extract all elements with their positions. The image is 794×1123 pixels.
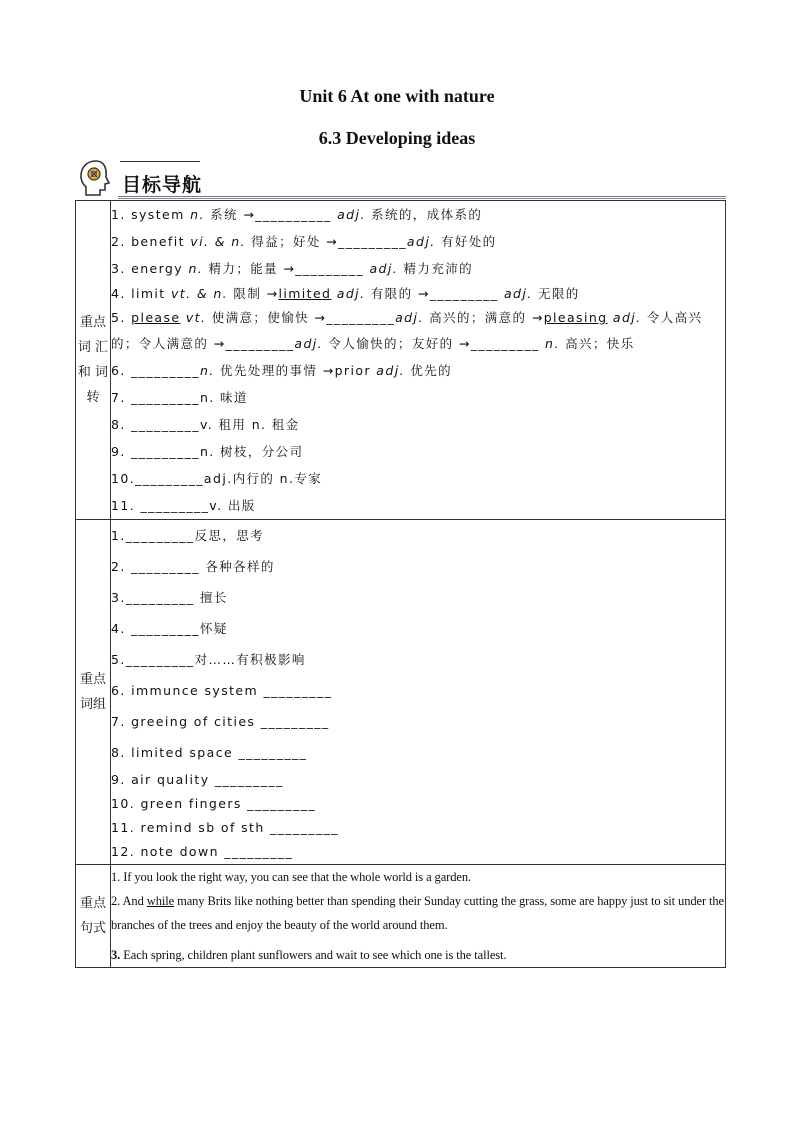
phrase-item: 11. remind sb of sth _________ [111,820,339,835]
vocab-item: 6. _________n. 优先处理的事情 →prior adj. 优先的 [111,363,453,378]
unit-title: Unit 6 At one with nature [299,86,495,106]
vocab-label-cell [76,201,111,520]
phrase-item: 7. greeing of cities _________ [111,714,330,729]
lesson-subtitle: 6.3 Developing ideas [318,128,476,148]
phrase-item: 5._________对……有积极影响 [111,652,306,667]
phrase-item: 8. limited space _________ [111,745,308,760]
vocab-content-cell [111,201,726,520]
head-gear-icon [78,158,114,198]
phrase-item: 1._________反思，思考 [111,528,265,543]
vocab-item: 4. limit vt. & n. 限制 →limited adj. 有限的 →_________ adj. 无限的 [111,286,580,301]
phrase-label-2: 词组 [79,697,106,712]
sentence-2: 2. And while many Brits like nothing better than spending their Sunday cutting the grass, some are happy just to sit under the branches of the trees and enjoy the beauty of the world around them. [111,894,725,932]
phrase-item: 12. note down _________ [111,844,294,859]
phrase-item: 2. _________ 各种各样的 [111,559,275,574]
sentence-1: 1. If you look the right way, you can see that the whole world is a garden. [111,870,471,884]
phrase-item: 10. green fingers _________ [111,796,317,811]
vocab-label-2: 词 汇 [77,340,109,355]
phrase-row [76,520,726,865]
phrase-label-1: 重点 [79,672,106,687]
vocab-item: 11. _________v. 出版 [111,498,256,513]
sentence-content-cell [111,865,726,968]
vocab-item: 2. benefit vi. & n. 得益；好处 →_________adj. 有好处的 [111,234,497,249]
phrase-item: 6. immunce system _________ [111,683,333,698]
phrase-item: 3._________ 擅长 [111,590,228,605]
sentence-label-cell [76,865,111,968]
vocab-item: 1. system n. 系统 →__________ adj. 系统的，成体系的 [111,207,483,222]
vocab-label-3: 和 词 [77,365,109,380]
phrase-label-cell [76,520,111,865]
vocab-label-1: 重点 [79,315,106,330]
phrase-item: 9. air quality _________ [111,772,284,787]
vocab-row [76,201,726,520]
vocab-item: 5. please vt. 使满意；使愉快 →_________adj. 高兴的；满意的 →pleasing adj. 令人高兴的；令人满意的 →_________adj. 令人愉快的；友好的 →_________ n. 高兴；快乐 [111,310,703,351]
phrase-content-cell [111,520,726,865]
goal-navigation-header [78,158,726,202]
phrase-item: 4. _________怀疑 [111,621,228,636]
study-table [75,200,726,968]
vocab-item: 7. _________n. 味道 [111,390,248,405]
sentence-label-2: 句式 [79,921,106,936]
vocab-label-4: 转 [86,390,100,405]
sentence-row [76,865,726,968]
vocab-item: 9. _________n. 树枝，分公司 [111,444,304,459]
sentence-3: 3. Each spring, children plant sunflowers and wait to see which one is the tallest. [111,948,507,962]
vocab-item: 3. energy n. 精力；能量 →_________ adj. 精力充沛的 [111,261,474,276]
vocab-item: 8. _________v. 租用 n. 租金 [111,417,300,432]
vocab-item: 10._________adj.内行的 n.专家 [111,471,323,486]
sentence-label-1: 重点 [79,896,106,911]
goal-label: 目标导航 [122,174,203,196]
